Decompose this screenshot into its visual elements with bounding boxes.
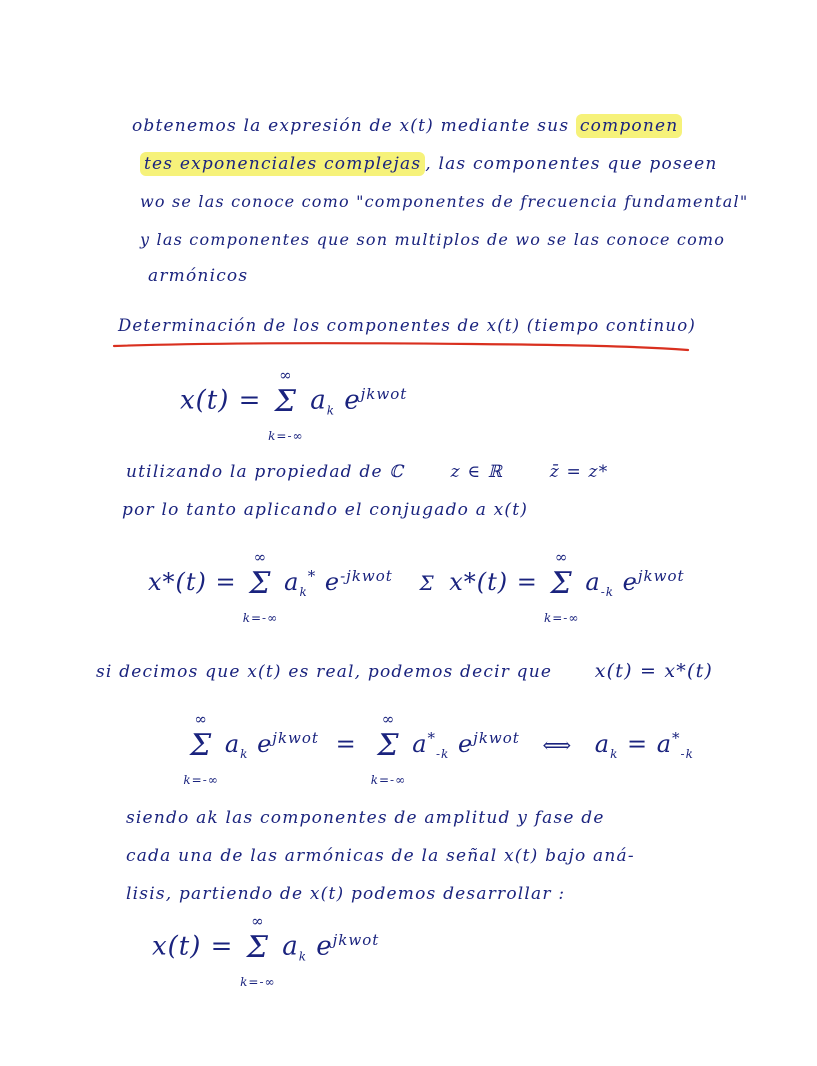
paragraph3-line1 [96,660,713,682]
sum-upper-limit: ∞ [554,548,569,566]
paragraph2-line1-text: utilizando la propiedad de ℂ [126,462,405,482]
paragraph2-condition: z ∈ ℝ [450,462,504,482]
eq3-term2: a [412,730,428,758]
equation-2 [148,548,685,625]
eq4-exp-base: e [307,931,333,962]
eq2-lhs: x*(t) = [148,568,237,596]
equation-4 [152,912,380,989]
eq3-result-sup: * [672,729,681,747]
eq1-lhs: x(t) = [180,385,262,416]
eq3-term: a [224,730,241,758]
summation-symbol: ∞ Σ k=-∞ [190,728,212,763]
eq3-equals: = [335,730,357,758]
eq3-exponent2: jkwot [473,729,520,747]
eq2-rhs-term: a [585,568,601,596]
eq3-result-sub: k [610,746,619,761]
eq2-term-sup: * [307,567,317,585]
paragraph3-text: si decimos que x(t) es real, podemos decir que [96,662,553,682]
summation-symbol: ∞ Σ k=-∞ [551,566,573,601]
eq4-exponent: jkwot [332,930,380,949]
eq3-term-sub: k [240,746,249,761]
paragraph2-line2: por lo tanto aplicando el conjugado a x(t) [122,500,529,520]
paragraph1-line3: wo se las conoce como "componentes de frecuencia fundamental" [140,192,749,211]
eq2-connector: Σ [419,571,435,595]
paragraph4-line1: siendo ak las componentes de amplitud y fase de [126,808,605,828]
sum-upper-limit: ∞ [251,912,265,930]
equation-3 [183,710,694,787]
sum-upper-limit: ∞ [253,548,268,566]
summation-symbol: ∞ Σ k=-∞ [275,384,297,419]
eq2-rhs-lhs: x*(t) = [449,568,538,596]
paragraph1-line5: armónicos [148,266,249,286]
paragraph3-relation: x(t) = x*(t) [594,660,714,682]
sum-lower-limit: k=-∞ [543,611,580,625]
eq4-term-sub: k [298,949,307,964]
highlighted-text: componen [576,114,683,138]
eq4-lhs: x(t) = [152,931,234,962]
paragraph1-line2 [140,154,718,174]
sum-lower-limit: k=-∞ [240,975,276,989]
eq1-exponent: jkwot [360,384,408,403]
highlighted-text: tes exponenciales complejas [140,152,425,176]
paragraph1-line1 [132,116,682,136]
eq3-exp-base: e [248,730,273,758]
eq2-rhs-exp-base: e [614,568,638,596]
eq3-term2-sup: * [427,729,436,747]
eq3-exponent: jkwot [272,729,319,747]
sum-upper-limit: ∞ [194,710,208,728]
eq2-term: a [284,568,300,596]
paragraph4-line2: cada una de las armónicas de la señal x(t) bajo aná- [126,846,635,866]
eq2-rhs-term-sub: -k [600,584,615,599]
eq3-exp2-base: e [449,730,474,758]
sum-lower-limit: k=-∞ [242,611,279,625]
summation-symbol: ∞ Σ k=-∞ [377,728,399,763]
eq3-iff: ⟺ [542,733,573,757]
eq3-result: a [594,730,611,758]
paragraph1-line2-text: , las componentes que poseen [425,154,718,174]
section-title: Determinación de los componentes de x(t) (tiempo continuo) [118,316,696,335]
sum-lower-limit: k=-∞ [370,773,407,787]
paragraph1-line1-text: obtenemos la expresión de x(t) mediante sus [132,116,576,136]
paragraph1-line4: y las componentes que son multiplos de wo se las conoce como [140,230,726,249]
eq2-term-sub: k [299,584,308,599]
eq1-term: a [310,385,327,416]
summation-symbol: ∞ Σ k=-∞ [247,930,269,965]
eq1-term-sub: k [326,403,335,418]
paragraph4-line3: lisis, partiendo de x(t) podemos desarrollar : [126,884,566,904]
equation-1 [180,366,408,443]
eq2-rhs-exponent: jkwot [637,567,685,585]
eq3-term2-sub: -k [436,746,450,761]
summation-symbol: ∞ Σ k=-∞ [249,566,271,601]
eq3-result-sub2: -k [680,746,694,761]
eq2-exponent: -jkwot [340,567,393,585]
eq3-result-eq: = a [618,730,673,758]
paragraph2-conjugate-rule: z̄ = z* [549,462,609,482]
sum-upper-limit: ∞ [279,366,293,384]
section-title-underline [112,340,692,354]
eq2-exp-base: e [316,568,341,596]
paragraph2-line1 [126,462,608,482]
sum-lower-limit: k=-∞ [183,773,219,787]
eq1-exp-base: e [335,385,361,416]
sum-upper-limit: ∞ [381,710,396,728]
eq4-term: a [282,931,299,962]
sum-lower-limit: k=-∞ [268,429,304,443]
